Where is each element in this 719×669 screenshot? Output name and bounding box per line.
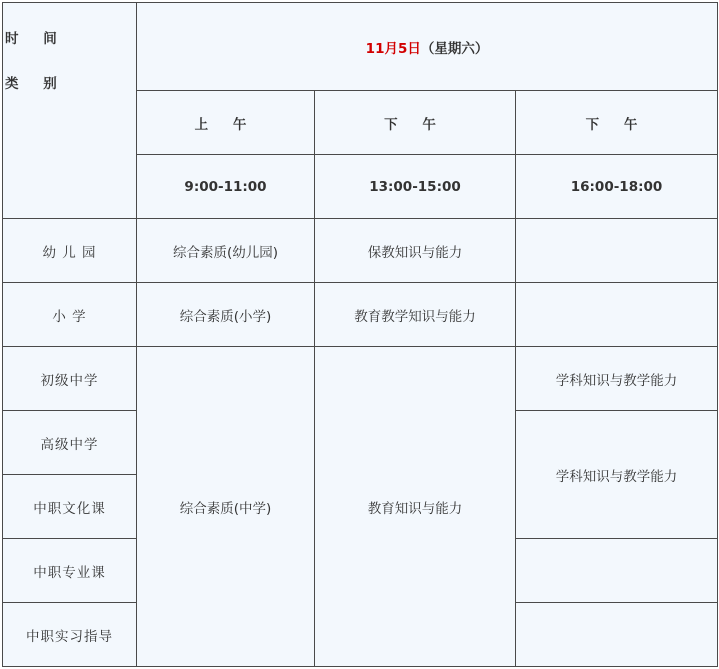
kindergarten-afternoon2-empty	[516, 219, 718, 283]
exam-date: 11月5日	[365, 40, 421, 57]
primary-morning-subject: 综合素质(小学)	[137, 283, 315, 347]
junior-middle-afternoon2-subject: 学科知识与教学能力	[516, 347, 718, 411]
primary-afternoon2-empty	[516, 283, 718, 347]
primary-afternoon1-subject: 教育教学知识与能力	[315, 283, 516, 347]
exam-schedule-table	[2, 2, 718, 667]
vocational-major-afternoon2-empty	[516, 539, 718, 603]
secondary-morning-subject: 综合素质(中学)	[137, 347, 315, 667]
row-label-junior-middle: 初级中学	[3, 347, 137, 411]
kindergarten-afternoon1-subject: 保教知识与能力	[315, 219, 516, 283]
kindergarten-morning-subject: 综合素质(幼儿园)	[137, 219, 315, 283]
row-label-senior-middle: 高级中学	[3, 411, 137, 475]
row-label-vocational-practice: 中职实习指导	[3, 603, 137, 667]
table-row-junior-middle	[3, 347, 718, 411]
vocational-practice-afternoon2-empty	[516, 603, 718, 667]
period-time-3: 16:00-18:00	[516, 155, 718, 219]
time-label: 时 间	[5, 31, 67, 47]
category-label: 类 别	[5, 76, 67, 92]
period-label-2: 下 午	[315, 91, 516, 155]
row-label-kindergarten: 幼 儿 园	[3, 219, 137, 283]
period-label-3: 下 午	[516, 91, 718, 155]
row-label-primary: 小 学	[3, 283, 137, 347]
row-label-vocational-major: 中职专业课	[3, 539, 137, 603]
table-row-kindergarten	[3, 219, 718, 283]
header-corner-cell	[3, 3, 137, 219]
exam-weekday: （星期六）	[420, 40, 489, 57]
row-label-vocational-culture: 中职文化课	[3, 475, 137, 539]
period-label-1: 上 午	[137, 91, 315, 155]
period-time-2: 13:00-15:00	[315, 155, 516, 219]
date-header	[137, 3, 718, 91]
senior-middle-afternoon2-subject: 学科知识与教学能力	[516, 411, 718, 539]
period-time-1: 9:00-11:00	[137, 155, 315, 219]
secondary-afternoon1-subject: 教育知识与能力	[315, 347, 516, 667]
table-row-primary	[3, 283, 718, 347]
